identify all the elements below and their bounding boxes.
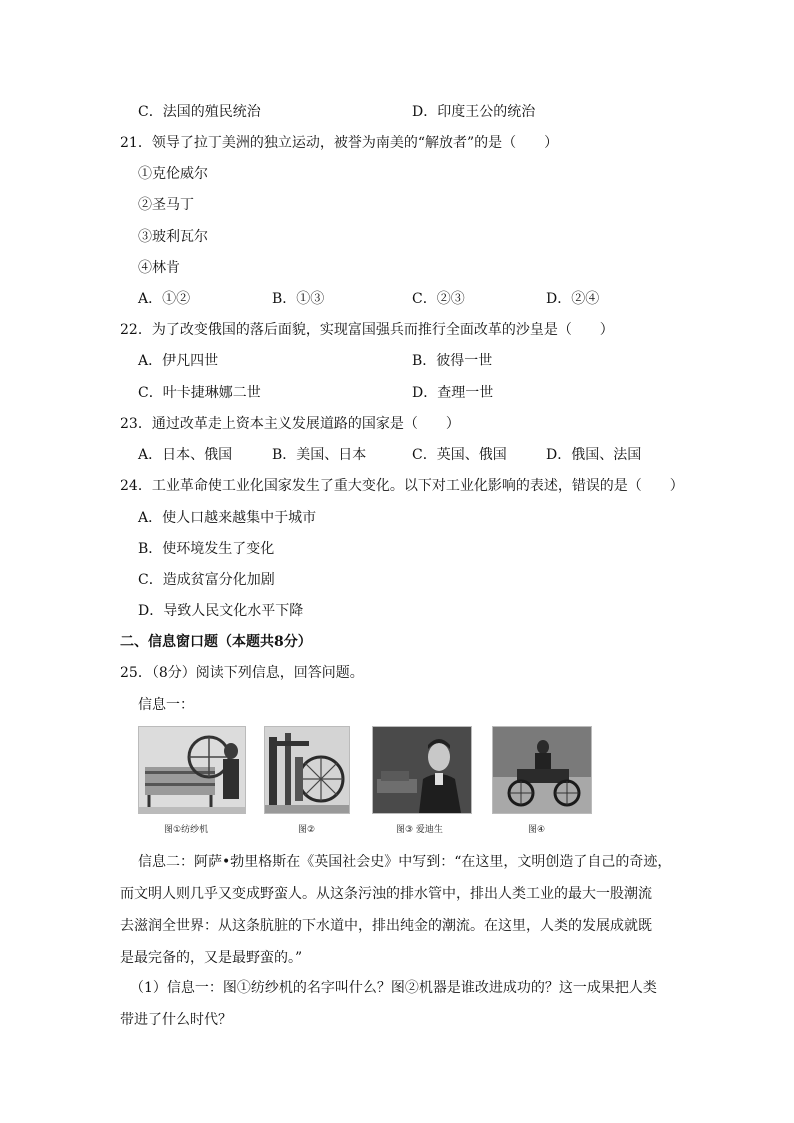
q22-stem: 22．为了改变俄国的落后面貌，实现富国强兵而推行全面改革的沙皇是（ ） xyxy=(120,322,614,338)
q21-item-1: ①克伦威尔 xyxy=(138,166,208,182)
figure-4-caption: 图④ xyxy=(528,825,546,835)
q21-option-b: B．①③ xyxy=(272,291,325,307)
sub-question-1-line-1: （1）信息一：图①纺纱机的名字叫什么？图②机器是谁改进成功的？这一成果把人类 xyxy=(130,980,657,996)
q20-option-d: D．印度王公的统治 xyxy=(412,104,536,120)
q22-option-a: A．伊凡四世 xyxy=(138,353,219,369)
q23-option-c: C．英国、俄国 xyxy=(412,447,507,463)
q21-item-3: ③玻利瓦尔 xyxy=(138,229,208,245)
sub-question-1 xyxy=(120,972,680,1036)
q23-option-d: D．俄国、法国 xyxy=(546,447,642,463)
q22-option-c: C．叶卡捷琳娜二世 xyxy=(138,385,261,401)
sub-question-1-line-2: 带进了什么时代？ xyxy=(120,1012,232,1028)
q22-option-d: D．查理一世 xyxy=(412,385,494,401)
info2-line-3: 去滋润全世界：从这条肮脏的下水道中，排出纯金的潮流。在这里，人类的发展成就既 xyxy=(120,918,652,934)
q21-item-4: ④林肯 xyxy=(138,260,180,276)
q21-stem: 21．领导了拉丁美洲的独立运动，被誉为南美的“解放者”的是（ ） xyxy=(120,135,559,151)
figure-3-caption: 图③ 爱迪生 xyxy=(396,825,443,835)
q25-stem: 25．（8分）阅读下列信息，回答问题。 xyxy=(120,665,364,681)
info2-paragraph xyxy=(120,846,680,974)
q24-option-b: B．使环境发生了变化 xyxy=(138,541,275,557)
section-heading: 二、信息窗口题（本题共8分） xyxy=(120,634,312,650)
info2-line-4: 是最完备的，又是最野蛮的。” xyxy=(120,950,303,966)
info2-line-1: 信息二：阿萨•勃里格斯在《英国社会史》中写到：“在这里，文明创造了自己的奇迹， xyxy=(138,854,672,870)
early-automobile-photo-icon xyxy=(492,726,592,814)
info1-label: 信息一： xyxy=(138,697,194,713)
q24-option-d: D．导致人民文化水平下降 xyxy=(138,603,304,619)
q22-option-b: B．彼得一世 xyxy=(412,353,493,369)
info2-line-2: 而文明人则几乎又变成野蛮人。从这条污浊的排水管中，排出人类工业的最大一股潮流 xyxy=(120,886,652,902)
q24-option-a: A．使人口越来越集中于城市 xyxy=(138,510,317,526)
figure-row xyxy=(138,726,598,838)
q23-option-b: B．美国、日本 xyxy=(272,447,367,463)
figure-1-caption: 图①纺纱机 xyxy=(164,825,209,835)
edison-portrait-photo-icon xyxy=(372,726,472,814)
q21-option-c: C．②③ xyxy=(412,291,465,307)
figure-2-caption: 图② xyxy=(298,825,316,835)
spinning-machine-photo-icon xyxy=(138,726,246,814)
q21-option-a: A．①② xyxy=(138,291,191,307)
q23-stem: 23．通过改革走上资本主义发展道路的国家是（ ） xyxy=(120,416,460,432)
q24-stem: 24．工业革命使工业化国家发生了重大变化。以下对工业化影响的表述，错误的是（ ） xyxy=(120,478,684,494)
q21-item-2: ②圣马丁 xyxy=(138,197,194,213)
steam-engine-photo-icon xyxy=(264,726,350,814)
q24-option-c: C．造成贫富分化加剧 xyxy=(138,572,275,588)
q23-option-a: A．日本、俄国 xyxy=(138,447,233,463)
q21-option-d: D．②④ xyxy=(546,291,600,307)
q20-option-c: C．法国的殖民统治 xyxy=(138,104,261,120)
